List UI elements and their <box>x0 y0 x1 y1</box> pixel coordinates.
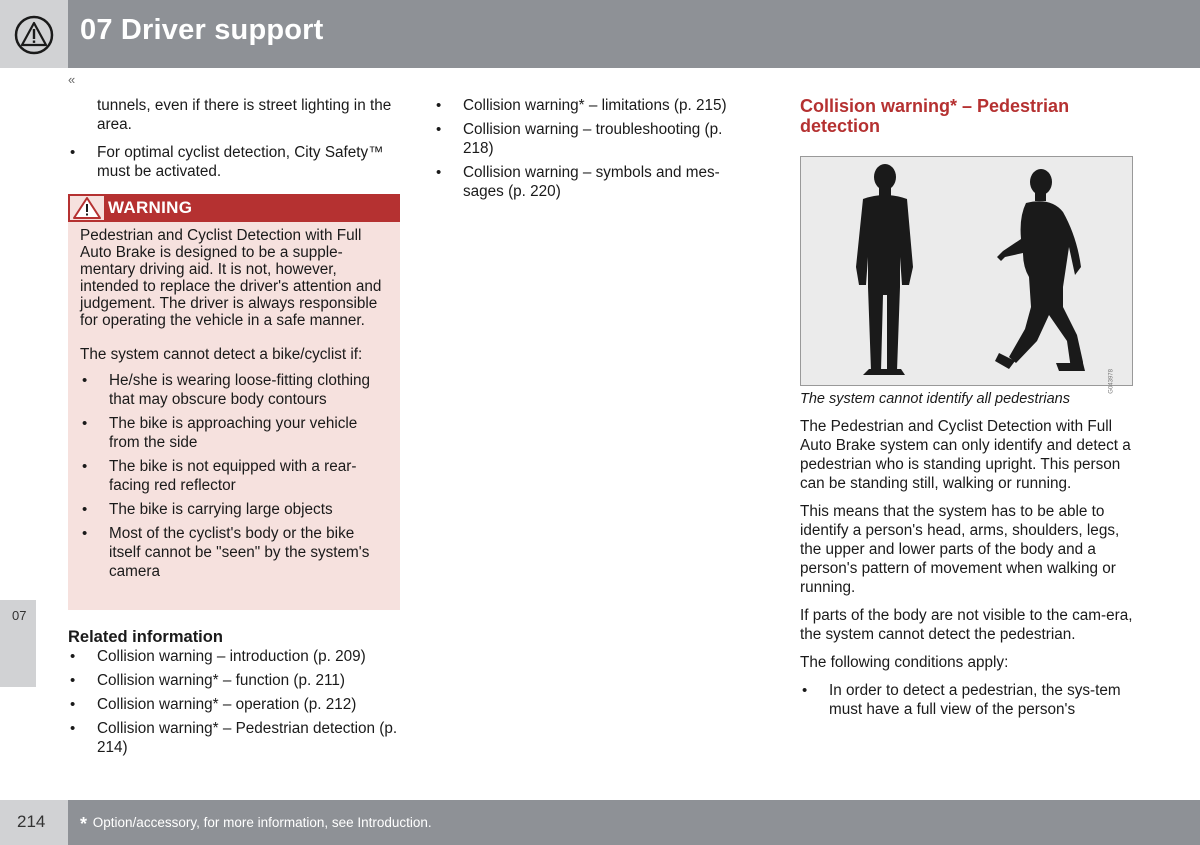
footnote <box>80 814 432 835</box>
pedestrian-silhouettes-illustration <box>801 157 1134 387</box>
conditions-list <box>800 681 1135 719</box>
related-link[interactable]: • Collision warning – introduction (p. 209) <box>68 647 400 666</box>
list-item: • The bike is not equipped with a rear-facing red reflector <box>80 457 388 495</box>
body-paragraph: The following conditions apply: <box>800 654 1009 671</box>
body-paragraph: This means that the system has to be able to identify a person's head, arms, shoulders, legs, the upper and lower parts of the body and a person's pattern of movement when walking or running. <box>800 503 1120 596</box>
chapter-title: 07 Driver support <box>80 14 324 46</box>
warning-bullets <box>80 371 388 581</box>
related-link[interactable]: • Collision warning* – limitations (p. 215) <box>434 96 754 115</box>
column-2 <box>434 96 754 206</box>
related-link[interactable]: • Collision warning – symbols and mes-sages (p. 220) <box>434 163 754 201</box>
related-link[interactable]: • Collision warning* – operation (p. 212) <box>68 695 400 714</box>
warning-paragraph: The system cannot detect a bike/cyclist if: <box>80 346 363 363</box>
warning-paragraph: Pedestrian and Cyclist Detection with Full Auto Brake is designed to be a supple-mentary driving aid. It is not, however, intended to replace the driver's attention and judgement. The driver is always responsible for operating the vehicle in a safe manner. <box>80 227 382 329</box>
intro-continuation: tunnels, even if there is street lighting in the area. <box>97 97 392 133</box>
column-1 <box>68 96 400 186</box>
page-footer <box>0 800 1200 845</box>
walking-person-silhouette <box>995 169 1085 371</box>
list-item: • Most of the cyclist's body or the bike itself cannot be "seen" by the system's camera <box>80 524 388 581</box>
column-3 <box>800 96 1135 724</box>
chapter-tab[interactable] <box>0 600 36 687</box>
body-paragraph: If parts of the body are not visible to the cam-era, the system cannot detect the pedestrian. <box>800 607 1133 643</box>
pedestrian-figure <box>800 156 1133 394</box>
related-information-list <box>68 647 400 762</box>
list-item: • The bike is carrying large objects <box>80 500 388 519</box>
related-link[interactable]: • Collision warning* – function (p. 211) <box>68 671 400 690</box>
related-information-list-continued <box>434 96 754 201</box>
warning-box <box>68 194 400 610</box>
chapter-tab-label: 07 <box>12 608 27 623</box>
intro-bullets <box>68 143 400 181</box>
warning-header <box>68 194 400 222</box>
list-item: • He/she is wearing loose-fitting clothing that may obscure body contours <box>80 371 388 409</box>
standing-person-silhouette <box>856 164 913 375</box>
list-item: • The bike is approaching your vehicle from the side <box>80 414 388 452</box>
body-paragraph: The Pedestrian and Cyclist Detection with Full Auto Brake system can only identify and detect a pedestrian who is standing upright. This person can be standing still, walking or running. <box>800 418 1131 492</box>
list-item: • For optimal cyclist detection, City Safety™ must be activated. <box>68 143 400 181</box>
header-icon-box <box>0 0 68 68</box>
page-number-box <box>0 800 68 845</box>
warning-body <box>68 222 400 581</box>
footnote-star: * <box>80 814 88 834</box>
related-information-heading: Related information <box>68 628 223 646</box>
related-link[interactable]: • Collision warning – troubleshooting (p. 218) <box>434 120 754 158</box>
footnote-text: Option/accessory, for more information, see Introduction. <box>92 815 432 830</box>
related-link[interactable]: • Collision warning* – Pedestrian detection (p. 214) <box>68 719 400 757</box>
warning-title: WARNING <box>108 198 193 217</box>
page-header <box>0 0 1200 68</box>
figure-caption: The system cannot identify all pedestrians <box>800 391 1070 407</box>
figure-code: G043978 <box>1109 369 1115 394</box>
section-title: Collision warning* – Pedestrian detection <box>800 96 1070 136</box>
list-item: • In order to detect a pedestrian, the sys-tem must have a full view of the person's <box>800 681 1135 719</box>
page-number: 214 <box>17 812 46 831</box>
warning-icon <box>70 196 104 220</box>
back-nav-arrows[interactable]: « <box>68 72 76 87</box>
warning-triangle-icon <box>14 15 54 55</box>
